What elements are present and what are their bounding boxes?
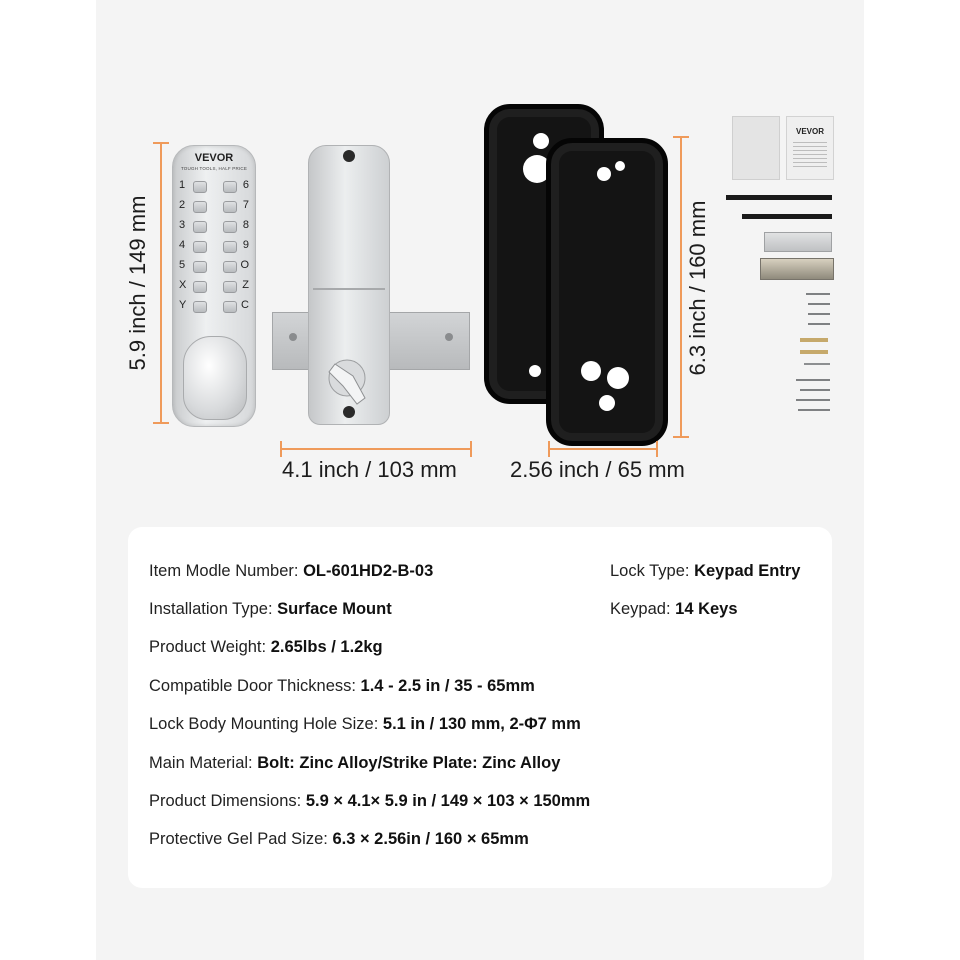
key-label: C <box>241 299 249 311</box>
key-row-7 <box>179 300 249 314</box>
spindle-rod <box>742 214 832 219</box>
gel-pad-front <box>546 138 668 446</box>
mount-hole-top <box>343 150 355 162</box>
spec-hole-size <box>149 715 581 734</box>
key-label: Z <box>242 279 249 291</box>
pad-hole <box>607 367 629 389</box>
key-label: 8 <box>242 219 249 231</box>
pad-width-line <box>548 448 658 450</box>
spec-dimensions-label: Product Dimensions: <box>149 792 302 810</box>
lock-width-cap-right <box>470 441 472 457</box>
spec-gel-value: 6.3 × 2.56in / 160 × 65mm <box>332 830 529 848</box>
pad-height-label: 6.3 inch / 160 mm <box>685 200 710 376</box>
spindle-rod <box>726 195 832 200</box>
pad-hole <box>581 361 601 381</box>
key-button <box>193 281 207 293</box>
manual-text-lines <box>793 142 827 168</box>
pad-width-cap-left <box>548 441 550 457</box>
keypad-height-cap-top <box>153 142 169 144</box>
spec-lock-type <box>610 562 800 581</box>
keypad-brand-logo: VEVOR <box>194 152 234 164</box>
spec-model <box>149 562 433 581</box>
lock-width-line <box>280 448 472 450</box>
keypad-tagline: TOUGH TOOLS, HALF PRICE <box>180 166 248 171</box>
key-row-5 <box>179 260 249 274</box>
key-label: 1 <box>179 179 186 191</box>
screws-icon <box>796 290 832 414</box>
body-seam <box>313 288 385 290</box>
key-row-6 <box>179 280 249 294</box>
spec-material-value: Bolt: Zinc Alloy/Strike Plate: Zinc Alloy <box>257 754 561 772</box>
pad-height-cap-bottom <box>673 436 689 438</box>
key-label: 5 <box>179 259 186 271</box>
key-button <box>193 261 207 273</box>
bar-hole <box>289 333 297 341</box>
key-button <box>223 201 237 213</box>
key-row-1 <box>179 180 249 194</box>
spec-installation-label: Installation Type: <box>149 600 273 618</box>
pad-height-line <box>680 136 682 438</box>
manual-brand: VEVOR <box>795 127 824 136</box>
spec-model-label: Item Modle Number: <box>149 562 299 580</box>
key-label: 4 <box>179 239 186 251</box>
key-button <box>193 221 207 233</box>
key-label: 2 <box>179 199 186 211</box>
spec-door-value: 1.4 - 2.5 in / 35 - 65mm <box>360 677 535 695</box>
thumb-turn-icon <box>317 342 381 406</box>
keypad-front-panel <box>172 145 256 427</box>
key-button <box>223 301 237 313</box>
spec-weight-value: 2.65lbs / 1.2kg <box>270 638 383 656</box>
keypad-knob <box>183 336 247 420</box>
spec-keypad-value: 14 Keys <box>675 600 738 618</box>
lock-width-label: 4.1 inch / 103 mm <box>282 457 457 482</box>
pad-hole <box>597 167 611 181</box>
spec-weight-label: Product Weight: <box>149 638 267 656</box>
key-button <box>193 301 207 313</box>
key-label: O <box>240 259 249 271</box>
keypad-height-cap-bottom <box>153 422 169 424</box>
key-label: 7 <box>242 199 249 211</box>
key-button <box>223 181 237 193</box>
key-button <box>223 221 237 233</box>
spec-hole-label: Lock Body Mounting Hole Size: <box>149 715 379 733</box>
spec-lock-type-label: Lock Type: <box>610 562 690 580</box>
spec-dimensions <box>149 792 590 811</box>
lock-back-body <box>308 145 390 425</box>
key-label: 3 <box>179 219 186 231</box>
spec-model-value: OL-601HD2-B-03 <box>303 562 434 580</box>
spec-dimensions-value: 5.9 × 4.1× 5.9 in / 149 × 103 × 150mm <box>305 792 591 810</box>
manual-sheet <box>732 116 780 180</box>
spec-gel-pad <box>149 830 529 849</box>
mount-hole-bottom <box>343 406 355 418</box>
pad-hole <box>529 365 541 377</box>
spec-keypad <box>610 600 738 619</box>
pad-hole <box>599 395 615 411</box>
keypad-height-line <box>160 142 162 424</box>
instruction-card <box>786 116 834 180</box>
key-button <box>223 241 237 253</box>
pad-width-cap-right <box>656 441 658 457</box>
spec-hole-value: 5.1 in / 130 mm, 2-Φ7 mm <box>382 715 581 733</box>
key-label: X <box>179 279 187 291</box>
key-button <box>193 181 207 193</box>
key-button <box>193 201 207 213</box>
spec-door-label: Compatible Door Thickness: <box>149 677 356 695</box>
key-button <box>193 241 207 253</box>
spec-installation <box>149 600 392 619</box>
key-button <box>223 261 237 273</box>
key-label: 9 <box>242 239 249 251</box>
spec-keypad-label: Keypad: <box>610 600 671 618</box>
pad-height-cap-top <box>673 136 689 138</box>
spec-weight <box>149 638 383 657</box>
spec-installation-value: Surface Mount <box>277 600 392 618</box>
key-button <box>223 281 237 293</box>
spec-lock-type-value: Keypad Entry <box>694 562 801 580</box>
key-label: 6 <box>242 179 249 191</box>
spec-material-label: Main Material: <box>149 754 253 772</box>
lock-width-cap-left <box>280 441 282 457</box>
key-row-4 <box>179 240 249 254</box>
bar-hole <box>445 333 453 341</box>
strike-plate <box>764 232 832 252</box>
pad-hole <box>615 161 625 171</box>
pad-width-label: 2.56 inch / 65 mm <box>510 457 685 482</box>
spec-gel-label: Protective Gel Pad Size: <box>149 830 328 848</box>
pad-hole <box>533 133 549 149</box>
keypad-height-label: 5.9 inch / 149 mm <box>125 195 150 371</box>
key-label: Y <box>179 299 187 311</box>
strike-box <box>760 258 834 280</box>
spec-material <box>149 754 560 773</box>
spec-door-thickness <box>149 677 535 696</box>
key-row-2 <box>179 200 249 214</box>
screw-set <box>796 290 832 414</box>
key-row-3 <box>179 220 249 234</box>
